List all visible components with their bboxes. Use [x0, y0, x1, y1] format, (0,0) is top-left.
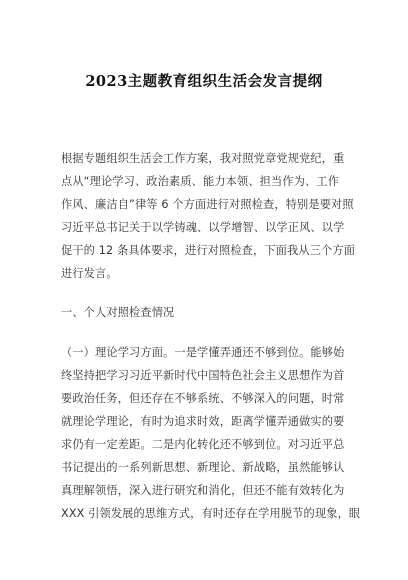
body-line: 就理论学理论，有时为追求时效，距离学懂弄通做实的要	[61, 415, 345, 428]
body-line: 要政治任务，但还存在不够系统、不够深入的问题，时常	[61, 392, 345, 405]
intro-line: 进行发言。	[61, 267, 118, 280]
body-line: 书记提出的一系列新思想、新理论、新战略，虽然能够认	[61, 461, 345, 474]
intro-line: 习近平总书记关于以学铸魂、以学增智、以学正风、以学	[61, 221, 345, 234]
intro-line: 作风、廉洁自”律等 6 个方面进行对照检查，特别是要对照	[61, 198, 354, 211]
section-heading: 一、个人对照检查情况	[61, 306, 175, 319]
intro-line: 促干的 12 条具体要求，进行对照检查，下面我从三个方面	[61, 244, 356, 257]
body-line: XXX 引领发展的思维方式，有时还存在学用脱节的现象，眼	[61, 507, 361, 520]
body-line: （一）理论学习方面。一是学懂弄通还不够到位。能够始	[61, 346, 345, 359]
body-line: 终坚持把学习习近平新时代中国特色社会主义思想作为首	[61, 369, 345, 382]
document-title: 2023主题教育组织生活会发言提纲	[85, 73, 323, 90]
body-line: 真理解领悟，深入进行研究和消化，但还不能有效转化为	[61, 484, 345, 497]
intro-line: 根据专题组织生活会工作方案，我对照党章党规党纪，重	[61, 152, 345, 165]
intro-line: 点从“理论学习、政治素质、能力本领、担当作为、工作	[61, 175, 340, 188]
body-line: 求仍有一定差距。二是内化转化还不够到位。对习近平总	[61, 438, 345, 451]
